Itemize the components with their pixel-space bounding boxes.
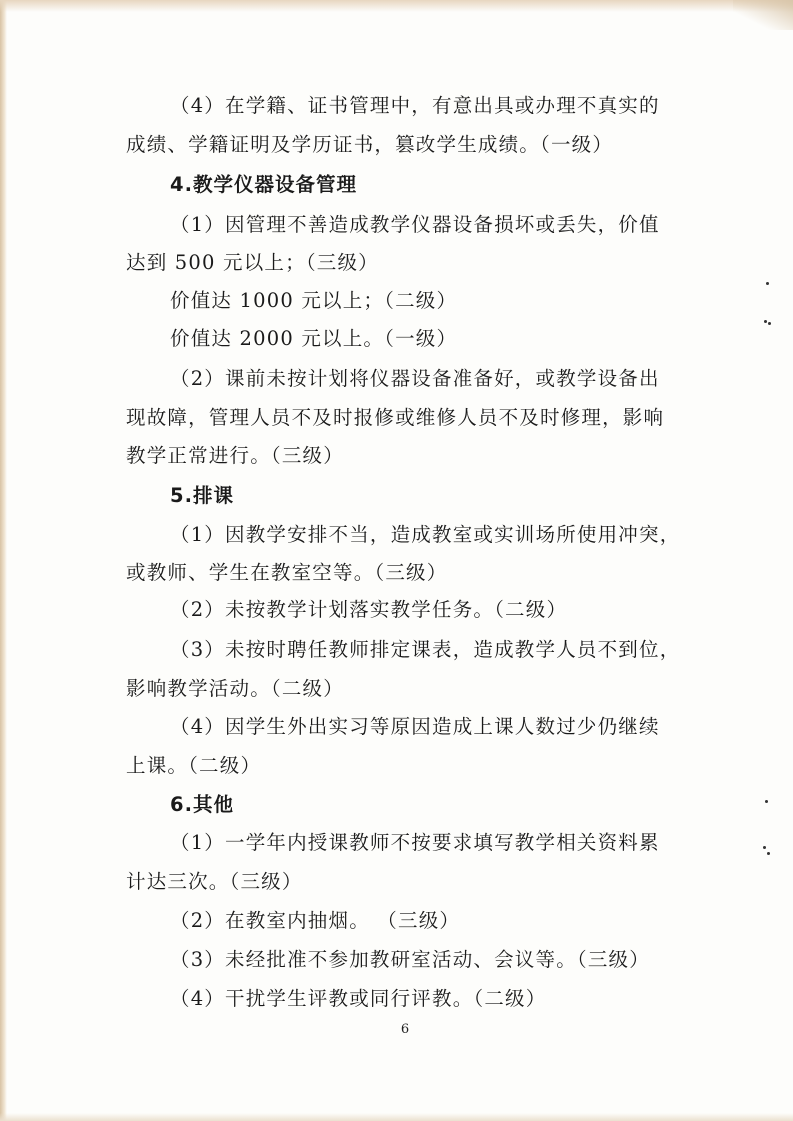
paragraph-line: （4）因学生外出实习等原因造成上课人数过少仍继续 (170, 715, 660, 738)
page-number: 6 (400, 1022, 410, 1037)
paragraph-line: 价值达 2000 元以上。（一级） (170, 327, 458, 350)
paragraph-line: （1）因管理不善造成教学仪器设备损坏或丢失，价值 (170, 213, 660, 236)
paragraph-line: （2）未按教学计划落实教学任务。（二级） (170, 598, 568, 621)
paragraph-line: （1）一学年内授课教师不按要求填写教学相关资料累 (170, 831, 660, 854)
paragraph-line: 或教师、学生在教室空等。（三级） (126, 561, 448, 584)
section-heading: 5.排课 (170, 484, 234, 507)
scan-corner-top-right (733, 0, 793, 30)
paragraph-line: 教学正常进行。（三级） (126, 444, 344, 467)
scan-edge-top (0, 0, 793, 12)
paragraph-line: （2）课前未按计划将仪器设备准备好，或教学设备出 (170, 367, 660, 390)
section-heading: 6.其他 (170, 793, 234, 816)
paragraph-line: 达到 500 元以上；（三级） (126, 251, 379, 274)
paragraph-line: （3）未经批准不参加教研室活动、会议等。（三级） (170, 948, 650, 971)
paragraph-line: （4）干扰学生评教或同行评教。（二级） (170, 987, 547, 1010)
paragraph-line: 现故障，管理人员不及时报修或维修人员不及时修理，影响 (126, 406, 665, 429)
paragraph-line: 价值达 1000 元以上；（二级） (170, 289, 458, 312)
paragraph-line: （2）在教室内抽烟。 （三级） (170, 909, 461, 932)
scan-speck (763, 846, 766, 849)
scan-edge-bottom (0, 1113, 793, 1121)
scan-speck (766, 282, 769, 285)
paragraph-line: （1）因教学安排不当，造成教室或实训场所使用冲突， (170, 523, 681, 546)
scan-speck (765, 800, 768, 803)
scan-speck (767, 852, 770, 855)
scan-speck (764, 320, 767, 323)
paragraph-line: （4）在学籍、证书管理中，有意出具或办理不真实的 (170, 94, 660, 117)
paragraph-line: 计达三次。（三级） (126, 870, 303, 893)
section-heading: 4.教学仪器设备管理 (170, 173, 357, 196)
paragraph-line: （3）未按时聘任教师排定课表，造成教学人员不到位， (170, 638, 681, 661)
paragraph-line: 上课。（二级） (126, 754, 262, 777)
scan-edge-left (0, 0, 7, 1121)
scan-speck (768, 322, 771, 325)
paragraph-line: 成绩、学籍证明及学历证书，篡改学生成绩。（一级） (126, 133, 614, 156)
paragraph-line: 影响教学活动。（二级） (126, 677, 344, 700)
